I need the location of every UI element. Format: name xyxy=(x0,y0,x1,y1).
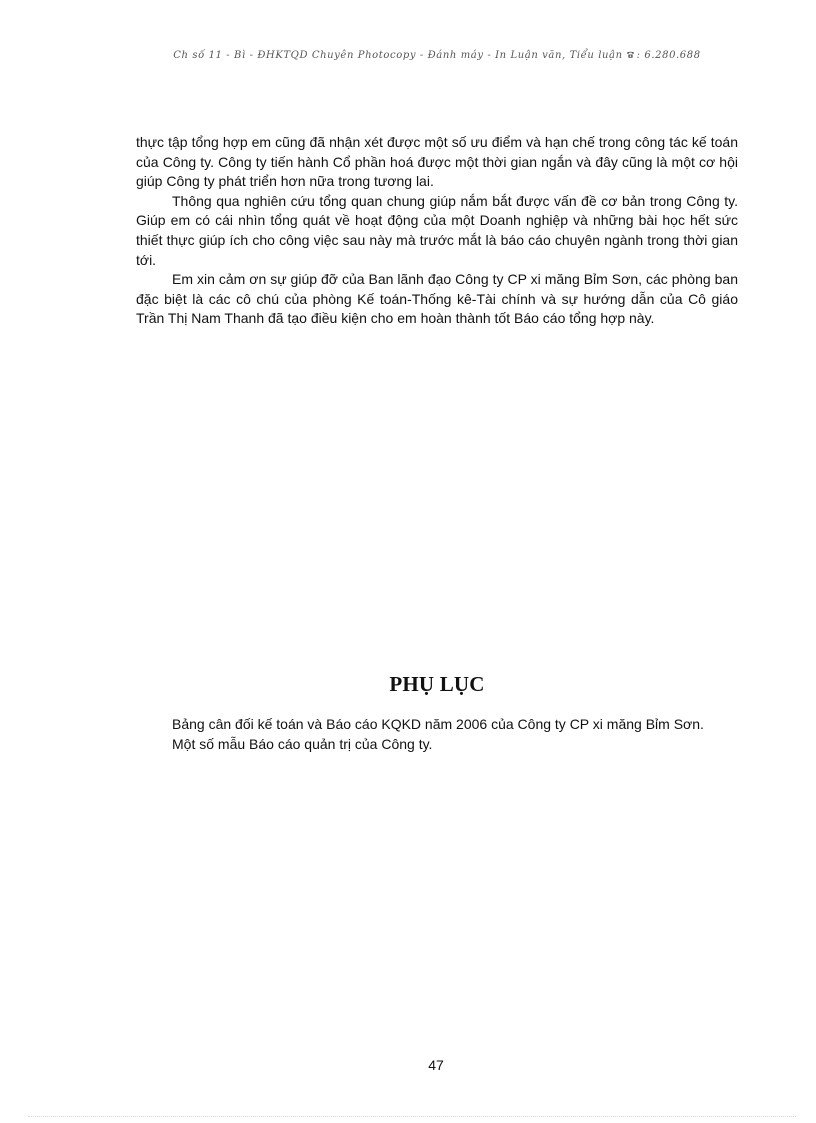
appendix-list xyxy=(136,715,726,754)
appendix-item-2: Một số mẫu Báo cáo quản trị của Công ty. xyxy=(172,735,433,752)
main-text xyxy=(136,133,738,329)
running-header xyxy=(0,50,816,61)
header-phone-number: : 6.280.688 xyxy=(636,50,701,61)
paragraph-2: Thông qua nghiên cứu tổng quan chung giúp nắm bắt được vấn đề cơ bản trong Công ty. Giúp em có cái nhìn tổng quát về hoạt động của một Doanh nghiệp và những bài học hết sức thiết thực giúp ích cho công việc sau này mà trước mắt là báo cáo chuyên ngành trong thời gian tới. xyxy=(136,192,738,268)
paragraph-1: thực tập tổng hợp em cũng đã nhận xét được một số ưu điểm và hạn chế trong công tác kế toán của Công ty. Công ty tiến hành Cổ phần hoá được một thời gian ngắn và đây cũng là một cơ hội giúp Công ty phát triển hơn nữa trong tương lai. xyxy=(136,134,738,190)
paragraph-3: Em xin cảm ơn sự giúp đỡ của Ban lãnh đạo Công ty CP xi măng Bỉm Sơn, các phòng ban đặc biệt là các cô chú của phòng Kế toán-Thống kê-Tài chính và sự hướng dẫn của Cô giáo Trần Thị Nam Thanh đã tạo điều kiện cho em hoàn thành tốt Báo cáo tổng hợp này. xyxy=(136,271,738,327)
appendix-item-1: Bảng cân đối kế toán và Báo cáo KQKD năm 2006 của Công ty CP xi măng Bỉm Sơn. xyxy=(172,716,704,732)
telephone-icon xyxy=(626,50,635,59)
footer-divider xyxy=(28,1116,796,1117)
page-number: 47 xyxy=(428,1057,444,1073)
appendix-title: PHỤ LỤC xyxy=(389,672,485,696)
header-text: Ch số 11 - Bì - ĐHKTQD Chuyên Photocopy - Đánh máy - In Luận văn, Tiểu luận xyxy=(173,50,623,61)
